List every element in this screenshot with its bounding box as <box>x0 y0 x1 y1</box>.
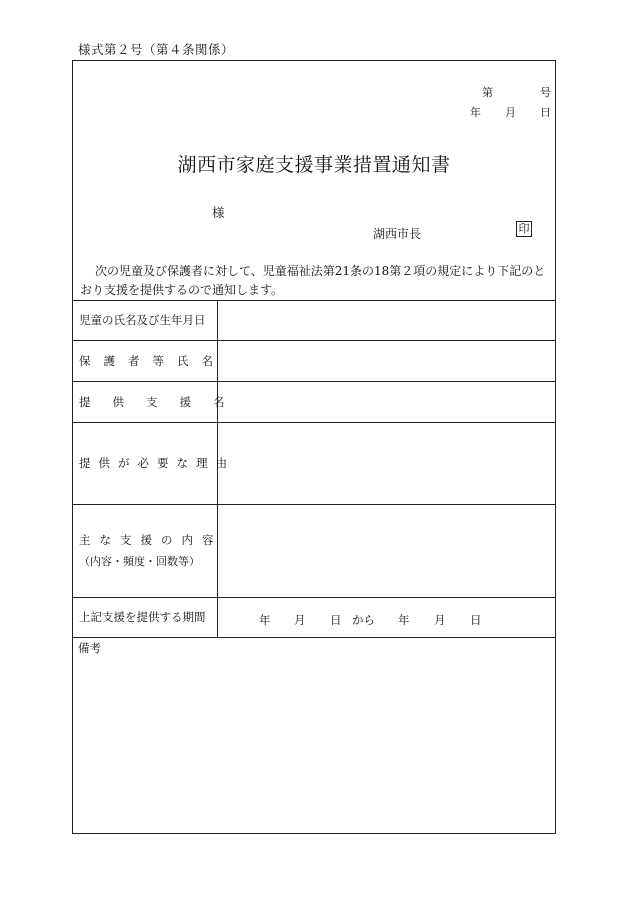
period-to-year: 年 <box>398 613 410 627</box>
table-row-period <box>72 597 217 637</box>
table-row-service-content <box>72 504 223 597</box>
row-label: 提供が必要な理由 <box>79 456 235 470</box>
period-from-month: 月 <box>294 613 306 627</box>
row-label: 保護者等氏名 <box>79 353 226 368</box>
table-row-reason <box>72 422 235 504</box>
period-from-year: 年 <box>259 613 271 627</box>
row-label: 提供支援名 <box>79 394 247 409</box>
date-day: 日 <box>540 106 551 119</box>
remarks-label: 備考 <box>78 641 101 655</box>
date-month: 月 <box>505 106 516 119</box>
document-title: 湖西市家庭支援事業措置通知書 <box>177 154 451 176</box>
row-divider <box>72 637 556 638</box>
form-number-label: 様式第２号（第４条関係） <box>78 42 235 57</box>
row-label: 児童の氏名及び生年月日 <box>79 313 206 327</box>
row-label: 主な支援の内容 <box>79 532 223 547</box>
doc-number-prefix: 第 <box>482 86 493 99</box>
table-row-service-name <box>72 381 247 422</box>
row-sublabel: （内容・頻度・回数等） <box>79 554 200 568</box>
doc-number-suffix: 号 <box>540 86 551 99</box>
date-year: 年 <box>470 106 481 119</box>
period-to-month: 月 <box>434 613 446 627</box>
notice-body: 次の児童及び保護者に対して、児童福祉法第21条の18第２項の規定により下記のとおり支援を提供するので通知します。 <box>80 264 546 297</box>
table-row-child-name-birthdate <box>72 300 217 340</box>
period-from-day: 日 <box>330 613 342 627</box>
period-kara: から <box>352 613 375 627</box>
issuer-name: 湖西市長 <box>373 227 422 241</box>
row-label: 上記支援を提供する期間 <box>79 610 206 624</box>
table-row-guardian-name <box>72 340 226 381</box>
period-to-day: 日 <box>470 613 482 627</box>
seal-mark: 印 <box>516 221 532 237</box>
recipient-suffix: 様 <box>212 205 225 220</box>
